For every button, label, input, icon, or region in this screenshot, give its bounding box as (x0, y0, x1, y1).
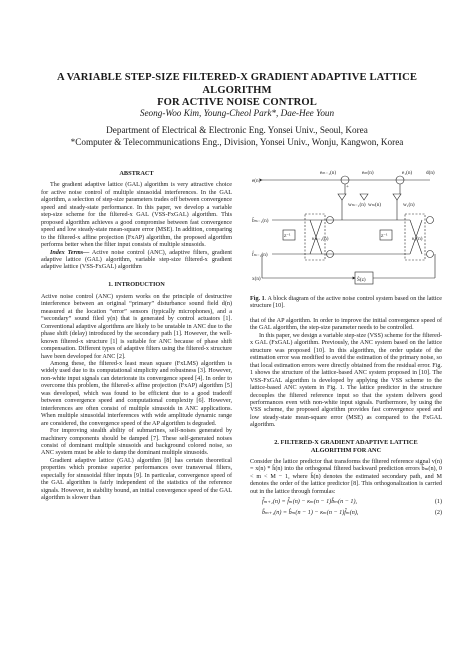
right-para-1: that of the AP algorithm. In order to improve the initial convergence speed of the GAL algorithm, the step-size parameter needs to be controlled. (250, 318, 442, 332)
equation-2-body: b̂ₘ₊₁(n) = b̂ₘ(n − 1) − κₘ(n − 1)f̂ₘ(n), (262, 509, 359, 516)
equation-2-number: (2) (434, 509, 442, 516)
index-terms-label: Index Terms— (50, 249, 90, 256)
index-terms-text: Active noise control (ANC), adaptive filters, gradient adaptive lattice (GAL) algorithm, variable step-size filtered-x gradient adaptive lattice (VSS-FxGAL) algorithm (41, 249, 232, 271)
figure-caption-label: Fig. 1 (250, 296, 265, 302)
section-2-heading (250, 439, 442, 455)
abstract-heading: ABSTRACT (119, 170, 154, 177)
equation-1-body: f̂ₘ₊₁(n) = f̂ₘ(n) − κₘ(n − 1)b̂ₘ(n − 1), (262, 499, 358, 506)
label-wm1: wₘ₋₁(n) (348, 202, 366, 208)
intro-para-1: Active noise control (ANC) system works on the principle of destructive interference between an original “primary” disturbance sound field d(n) measured at the location “error” sensors (typically microphones), and a “secondary” sound filed y(n) that is generated by control actuators [1]. Conventional adaptive algorithms are likely to be unstable in ANC due to the phase shift (delay) introduced by the secondary path [1]. However, the well-known filtered-x structure [1] is suitable for ANC because of phase shift compensation. Different types of adaptive filters using the filtered-x structure have been developed for ANC [2]. (41, 293, 232, 360)
label-delay-1: z⁻¹ (284, 233, 291, 239)
label-forward: f̂ₘ₋₁(n) (252, 252, 268, 258)
intro-para-4: Gradient adaptive lattice (GAL) algorithm [8] has certain theoretical properties which promise superior performances over transversal filters, especially for sinusoidal filter inputs [9]. In particular, convergence speed of the GAL algorithm is fairly independent of the statistics of the reference signals. However, in stability bound, an initial convergence speed of the GAL algorithm is slower than (41, 457, 232, 502)
title-line-1: A VARIABLE STEP-SIZE FILTERED-X GRADIENT ADAPTIVE LATTICE ALGORITHM (56, 72, 418, 96)
weight-1 (393, 194, 401, 200)
title-line-2: FOR ACTIVE NOISE CONTROL (157, 97, 317, 108)
intro-para-2: Among these, the filtered-x least mean square (FxLMS) algorithm is widely used due to its computational simplicity and robustness [3]. However, non-white input signals can deteriorate its convergence speed [4]. In order to overcome this problem, the filtered-x affine projection (FxAP) algorithm [5] was developed, which was found to be efficient due to a good tradeoff between convergence speed and computational complexity [6]. However, interferences are often consist of multiple sinusoids in ANC applications. When multiple sinusoidal interferences with wide amplitude dynamic range are considered, the convergence speed of the AP algorithm is degraded. (41, 360, 232, 427)
label-w1: w₁(n) (403, 202, 415, 208)
label-em: eₘ(n) (362, 170, 374, 176)
section-2-heading-line-2: ALGORITHM FOR ANC (310, 446, 382, 454)
label-k1: κ₁(n) (412, 236, 423, 242)
weight-m (360, 194, 368, 200)
label-wm: wₘ(n) (368, 202, 382, 208)
affiliation-1: Department of Electrical & Electronic Eng. Yonsei Univ., Seoul, Korea (106, 125, 368, 135)
intro-para-3: For improving stealth ability of submarines, self-noises generated by machinery components should be damped [7]. These self-generated noises consist of dominant multiple sinusoids and background colored noise, so ANC system must be able to damp the dominant multiple sinusoids. (41, 428, 232, 457)
index-terms (41, 250, 232, 272)
label-input: x(n) (252, 276, 261, 282)
label-e1: e₁(n) (402, 170, 413, 176)
label-primary: d(n) (426, 170, 435, 176)
label-em1: eₘ₋₁(n) (320, 170, 337, 176)
section-2-heading-line-1: 2. FILTERED-X GRADIENT ADAPTIVE LATTICE (274, 438, 418, 446)
right-column (250, 318, 442, 517)
block-diagram (250, 160, 442, 292)
section-2-para-1: Consider the lattice predictor that transforms the filtered reference signal v(n) = x(n) * ĥ(n) into the orthogonal filtered backward prediction errors b̂ₘ(n), 0 < m < M − 1, where ĥ(n) denotes the estimated secondary path, and M denotes the order of the lattice predictor [8]. This orthogonalization is carried out in the lattice through formulas: (250, 458, 442, 495)
equation-1-number: (1) (434, 499, 442, 506)
equation-1 (250, 499, 442, 506)
left-column (41, 170, 232, 503)
figure-caption (250, 296, 442, 311)
affiliation-2: *Computer & Telecommunications Eng., Division, Yonsei Univ., Wonju, Kangwon, Korea (70, 137, 404, 147)
figure-caption-text: . A block diagram of the active noise control system based on the lattice structure [10]. (250, 296, 443, 310)
right-para-2: In this paper, we design a variable step-size (VSS) scheme for the filtered-x GAL (FxGAL) algorithm. Previously, the ANC system based on the lattice structure was proposed [10]. In this algorithm, the order update of the estimation error was modified to avoid the estimation of the primary noise, so that local estimation errors were directly obtained from the residual error. Fig. 1 shows the structure of the lattice-based ANC system proposed in [10]. The VSS-FxGAL algorithm is developed by applying the VSS scheme to the lattice-based ANC system in Fig. 1. The lattice predictor in the structure decouples the filtered reference input so that the system delivers good performances even with non-white input signals. Furthermore, by using the VSS scheme, the proposed algorithm provides fast convergence speed and low steady-state mean-square error (MSE) as compared to the FxGAL algorithm. (250, 332, 442, 429)
label-km1: κₘ₋₁(n) (312, 236, 329, 242)
label-plus: + (346, 184, 349, 190)
section-1-heading: 1. INTRODUCTION (108, 280, 165, 288)
paper-title (30, 72, 444, 110)
equation-2 (250, 510, 442, 517)
figure-1 (250, 160, 442, 292)
authors: Seong-Woo Kim, Young-Cheol Park*, Dae-Hee Youn (139, 108, 335, 118)
label-delay-2: z⁻¹ (381, 233, 388, 239)
abstract-text: The gradient adaptive lattice (GAL) algorithm is very attractive choice for active noise control of multiple sinusoidal interferences. In the GAL algorithm, a selection of step-size parameters trades off between convergence speed and steady-state performance. In this paper, we develop a variable step-size scheme for the filtered-x GAL (VSS-FxGAL) algorithm. This proposed algorithm achieves a good compromise between fast convergence speed and low steady-state mean-square error (MSE). In addition, comparing to the filtered-x affine projection (FxAP) algorithm, the proposed algorithm performs better when the filter input consists of multiple sinusoids. (41, 182, 232, 249)
weight-m1 (338, 194, 346, 200)
label-backward: b̂ₘ₋₁(n) (252, 218, 269, 224)
label-shat: Ŝ(z) (357, 277, 366, 283)
label-error: e(n) (252, 178, 261, 184)
